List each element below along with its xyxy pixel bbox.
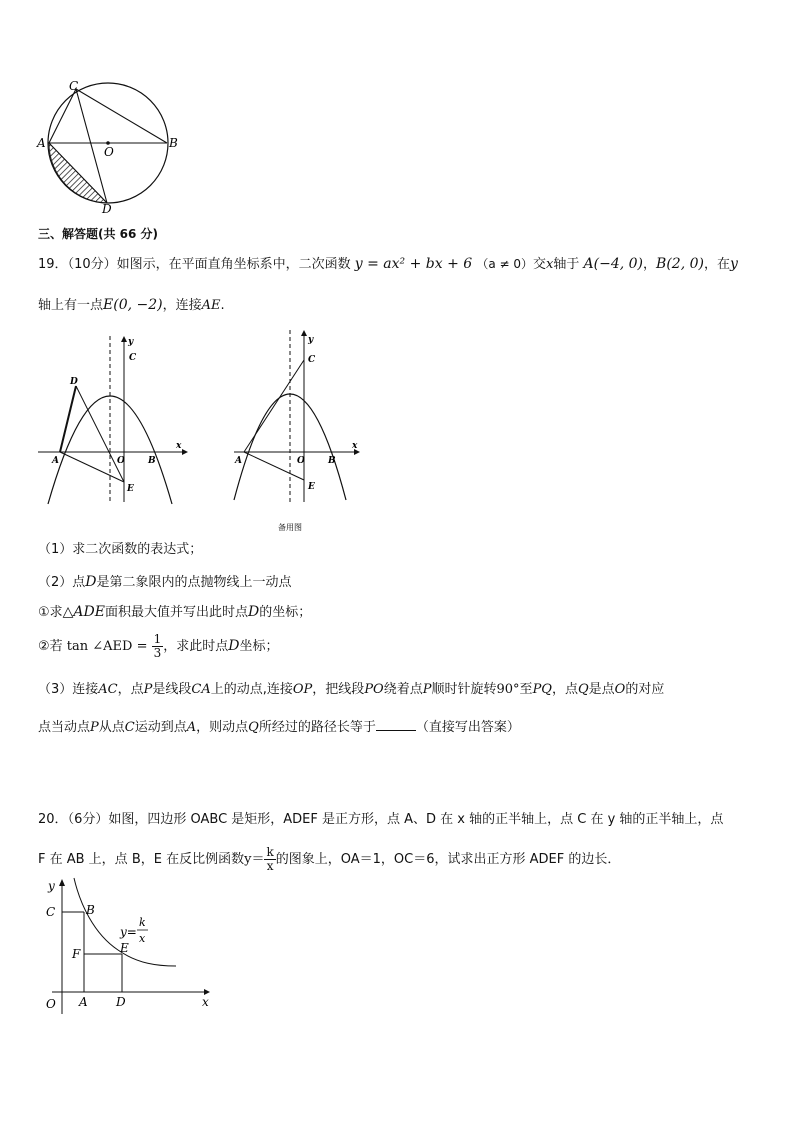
q20-number: 20: [38, 812, 55, 827]
func-label-x: x: [139, 932, 146, 945]
label-c: C: [308, 355, 316, 365]
q19-part1: （1）求二次函数的表达式；: [38, 542, 203, 557]
x-axis-arrow: [182, 449, 188, 455]
label-a: A: [235, 456, 242, 466]
func-label-k: k: [139, 916, 146, 929]
segment-ad: [60, 386, 76, 452]
label-o: O: [104, 145, 114, 159]
fraction-one-third: $\frac{1}{3}$: [153, 632, 162, 660]
y-axis-arrow: [59, 879, 65, 886]
q19-stem-line2: 轴上有一点E(0, −2)，连接AE.: [38, 297, 225, 313]
fraction-k-over-x: $\frac{k}{x}$: [266, 845, 274, 873]
label-y: y: [48, 879, 55, 893]
segment-ae: [60, 452, 124, 482]
label-b: B: [328, 456, 336, 466]
label-a: A: [79, 995, 88, 1009]
label-d: D: [116, 995, 126, 1009]
circle-figure: [34, 76, 184, 216]
label-e: E: [308, 482, 315, 492]
label-y: y: [128, 337, 134, 347]
figure-caption: 备用图: [278, 523, 302, 532]
q20-score: （6分）: [67, 812, 109, 827]
segment-ac: [244, 360, 304, 452]
label-e: E: [120, 941, 129, 955]
label-y: y: [308, 335, 314, 345]
label-x: x: [202, 995, 209, 1009]
label-x: x: [176, 441, 182, 451]
q19-figure-backup: [226, 322, 366, 534]
q20-stem-line2: F 在 AB 上，点 B，E 在反比例函数y＝ $\frac{k}{x}$ 的图象上，OA＝1，OC＝6，试求出正方形 ADEF 的边长．: [38, 845, 621, 873]
q19-part2: （2）点D是第二象限内的点抛物线上一动点: [38, 574, 292, 590]
q19-stem-line1: 19．（10分）如图示，在平面直角坐标系中，二次函数 y = ax² + bx + 6 （a ≠ 0）交x轴于 A(−4, 0)，B(2, 0)，在y: [38, 256, 738, 272]
q19-part2-sub1: ①求△ADE面积最大值并写出此时点D的坐标；: [38, 604, 312, 620]
label-c: C: [69, 79, 79, 93]
q19-figure-main: [36, 332, 192, 512]
label-o: O: [297, 456, 305, 466]
section-heading: 三、解答题(共 66 分): [38, 227, 159, 241]
label-o: O: [117, 456, 125, 466]
q19-number: 19: [38, 257, 55, 272]
label-b: B: [148, 456, 156, 466]
q20-figure: [38, 874, 218, 1016]
y-axis-arrow: [121, 336, 127, 342]
q19-function: y = ax² + bx + 6: [354, 256, 473, 272]
label-c: C: [129, 353, 137, 363]
label-e: E: [127, 484, 134, 494]
q19-part3-line1: （3）连接AC，点P是线段CA上的动点,连接OP，把线段PO绕着点P顺时针旋转90°至PQ，点Q是点O的对应: [38, 682, 665, 697]
q19-point-e: E(0, −2): [103, 297, 163, 313]
y-axis-arrow: [301, 330, 307, 336]
chord-ac: [49, 89, 76, 143]
q20-stem-line1: 20．（6分）如图，四边形 OABC 是矩形，ADEF 是正方形，点 A、D 在 x 轴的正半轴上，点 C 在 y 轴的正半轴上，点: [38, 812, 724, 827]
q19-part3-line2: 点当动点P从点C运动到点A，则动点Q所经过的路径长等于 （直接写出答案）: [38, 716, 520, 738]
label-a: A: [52, 456, 59, 466]
label-b: B: [86, 903, 95, 917]
segment-de: [76, 386, 124, 482]
func-label-y: y=: [120, 925, 137, 939]
label-b: B: [169, 136, 178, 150]
label-c: C: [46, 905, 56, 919]
chord-cb: [76, 89, 167, 143]
label-a: A: [37, 136, 46, 150]
q19-score: （10分）: [67, 257, 117, 272]
label-x: x: [352, 441, 358, 451]
label-d: D: [102, 202, 112, 216]
q19-point-a: A(−4, 0): [583, 256, 644, 272]
label-f: F: [72, 947, 81, 961]
q19-point-b: B(2, 0): [656, 256, 704, 272]
label-d: D: [70, 377, 78, 387]
q19-part2-sub2: ②若 tan ∠AED = $\frac{1}{3}$ ，求此时点D坐标；: [38, 632, 279, 660]
segment-ae: [244, 452, 304, 480]
answer-blank: [376, 716, 416, 731]
label-o: O: [46, 997, 56, 1011]
